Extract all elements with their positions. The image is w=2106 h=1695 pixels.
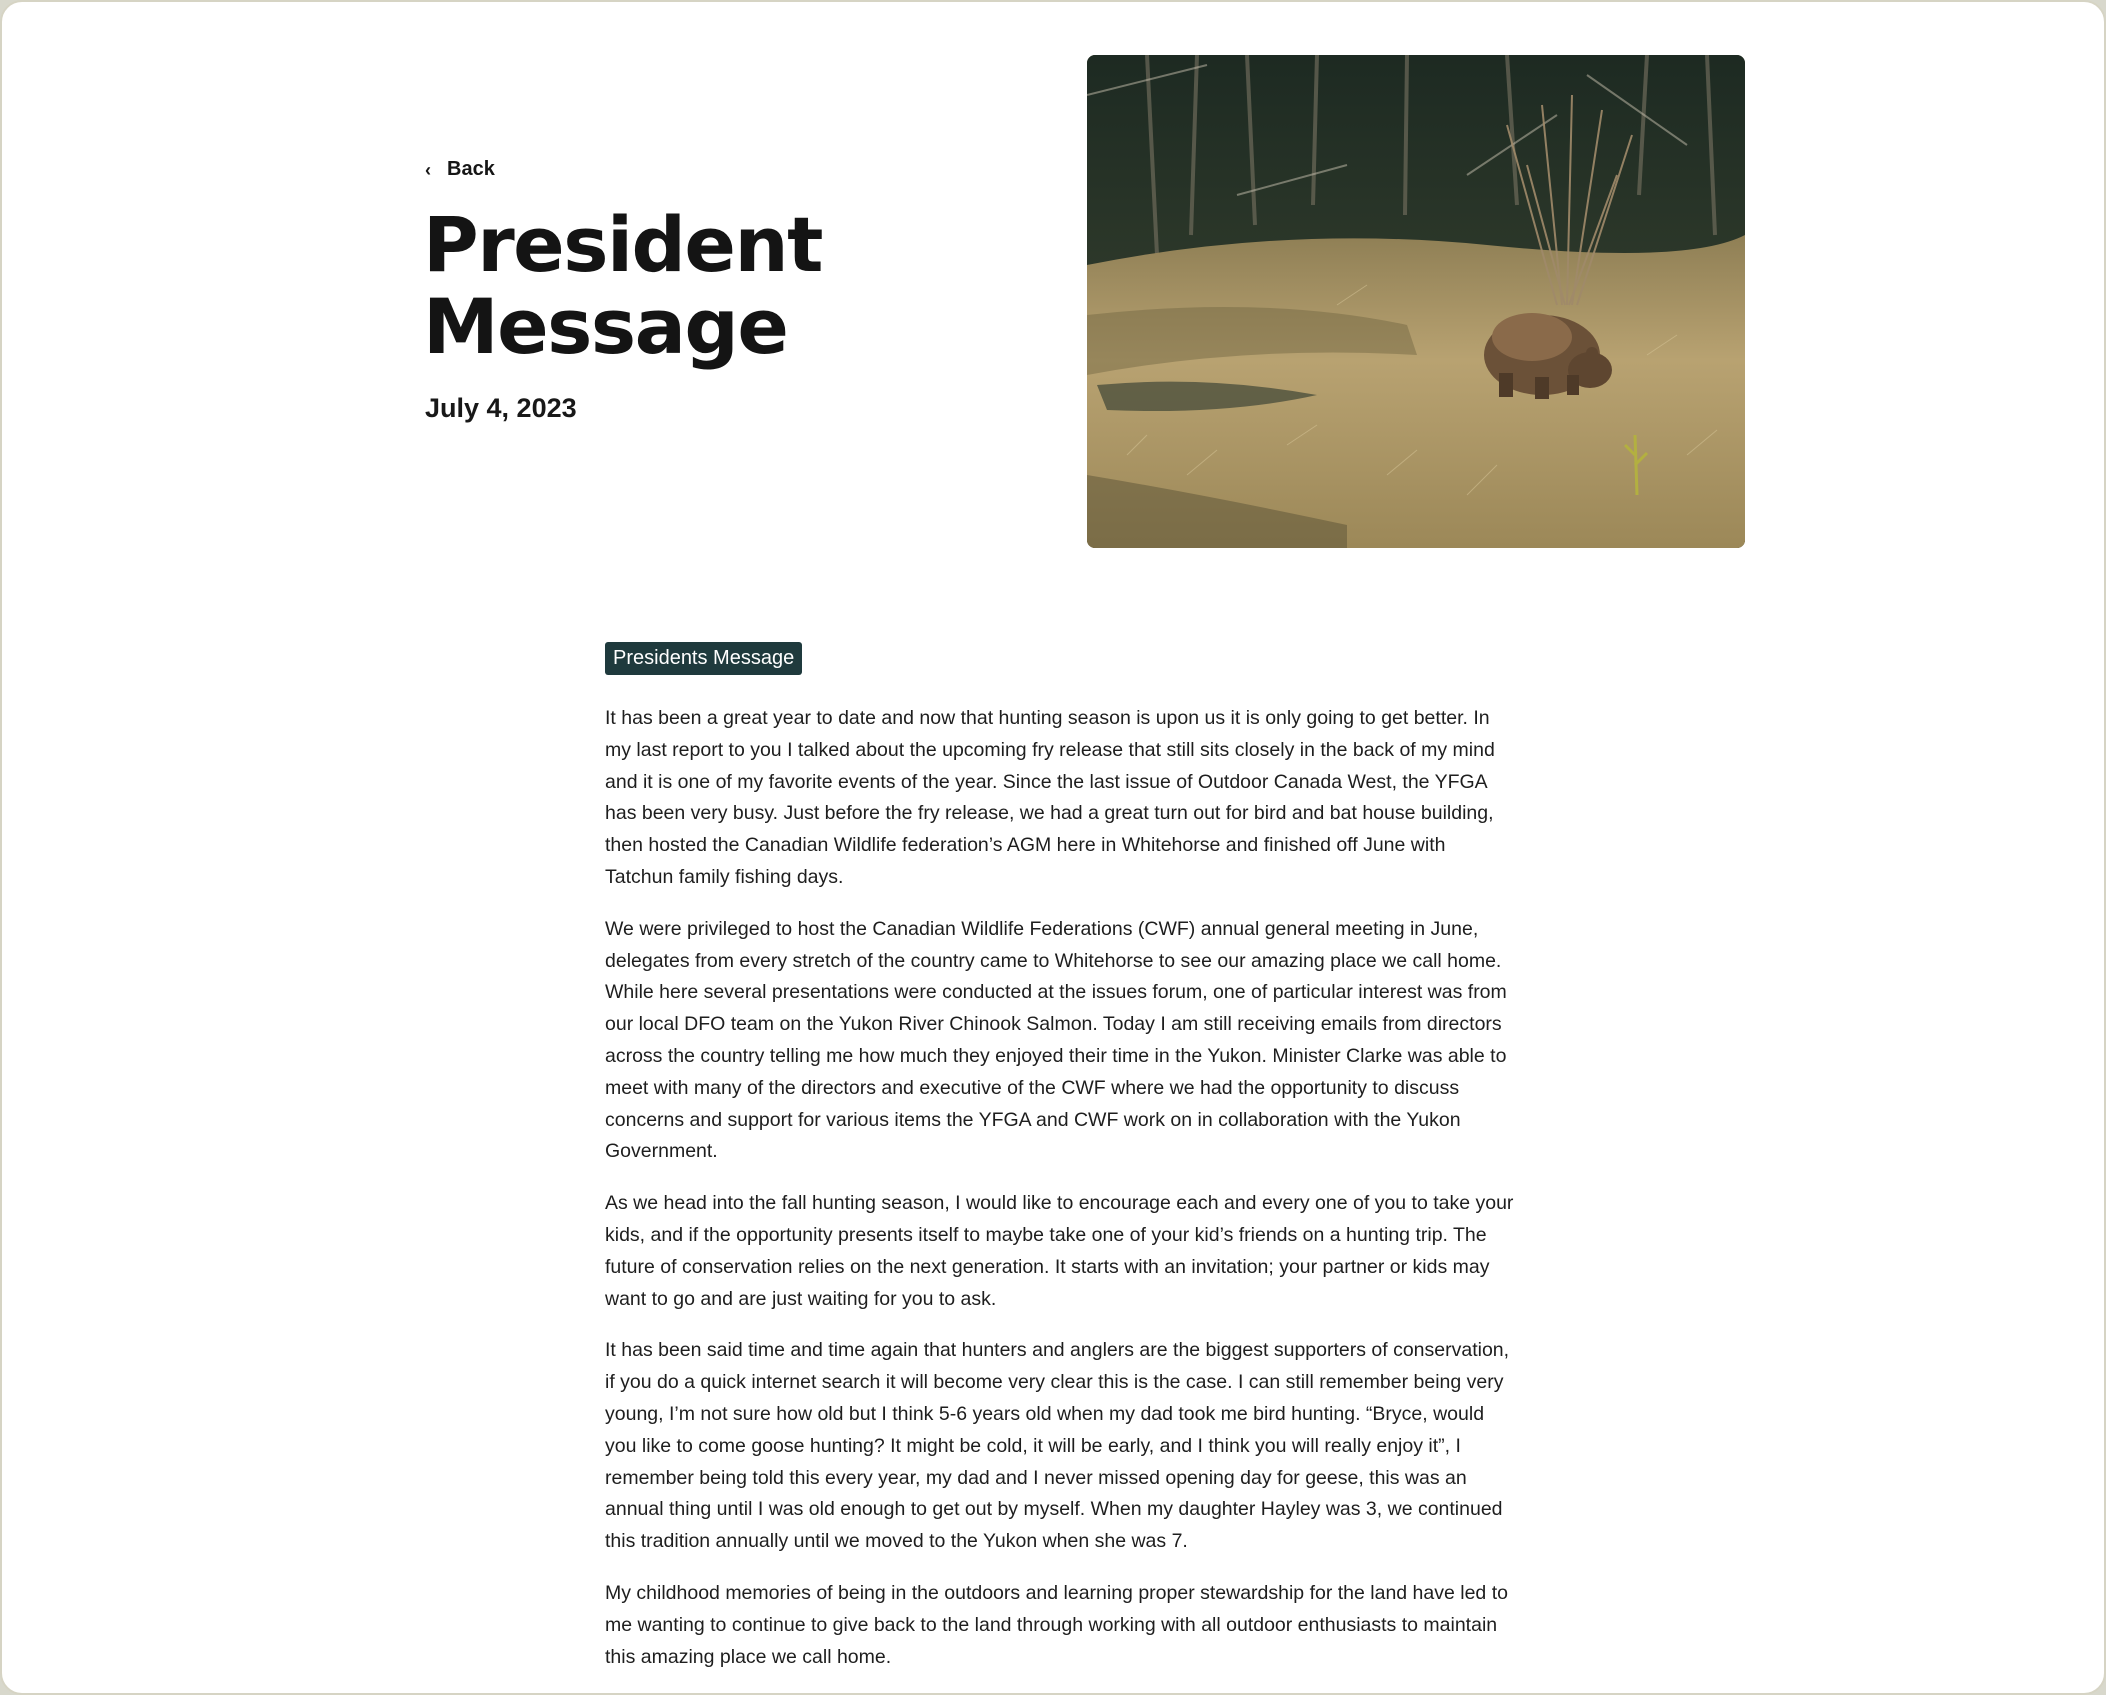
category-tag[interactable]: Presidents Message <box>605 642 802 675</box>
article-body <box>605 703 1515 1673</box>
article-paragraph: As we head into the fall hunting season, I would like to encourage each and every one of you to take your kids, and if the opportunity presents itself to maybe take one of your kid’s friends on a hunting trip. The future of conservation relies on the next generation. It starts with an invitation; your partner or kids may want to go and are just waiting for you to ask. <box>605 1192 1514 1310</box>
article-content <box>605 642 1515 1693</box>
article-paragraph: It has been a great year to date and now that hunting season is upon us it is only going to get better. In my last report to you I talked about the upcoming fry release that still sits closely in the back of my mind and it is one of my favorite events of the year. Since the last issue of Outdoor Canada West, the YFGA has been very busy. Just before the fry release, we had a great turn out for bird and bat house building, then hosted the Canadian Wildlife federation’s AGM here in Whitehorse and finished off June with Tatchun family fishing days. <box>605 707 1495 888</box>
chevron-left-icon: ‹ <box>425 159 431 180</box>
article-paragraph: It has been said time and time again that hunters and anglers are the biggest supporters of conservation, if you do a quick internet search it will become very clear this is the case. I can still remember being very young, I’m not sure how old but I think 5-6 years old when my dad took me bird hunting. “Bryce, would you like to come goose hunting? It might be cold, it will be early, and I think you will really enjoy it”, I remember being told this every year, my dad and I never missed opening day for geese, this was an annual thing until I was old enough to get out by myself. When my daughter Hayley was 3, we continued this tradition annually until we moved to the Yukon when she was 7. <box>605 1339 1510 1553</box>
back-label: Back <box>447 158 495 180</box>
article-paragraph: My childhood memories of being in the outdoors and learning proper stewardship for the land have led to me wanting to continue to give back to the land through working with all outdoor enthusiasts to maintain this amazing place we call home. <box>605 1581 1508 1668</box>
back-link[interactable] <box>425 158 495 181</box>
page-title: President Message <box>423 200 822 371</box>
publish-date: July 4, 2023 <box>425 393 577 423</box>
article-paragraph: We were privileged to host the Canadian Wildlife Federations (CWF) annual general meeting in June, delegates from every stretch of the country came to Whitehorse to see our amazing place we call home. While here several presentations were conducted at the issues forum, one of particular interest was from our local DFO team on the Yukon River Chinook Salmon. Today I am still receiving emails from directors across the country telling me how much they enjoyed their time in the Yukon. Minister Clarke was able to meet with many of the directors and executive of the CWF where we had the opportunity to discuss concerns and support for various items the YFGA and CWF work on in collaboration with the Yukon Government. <box>605 917 1507 1163</box>
hero-photo-bear <box>1087 55 1745 548</box>
